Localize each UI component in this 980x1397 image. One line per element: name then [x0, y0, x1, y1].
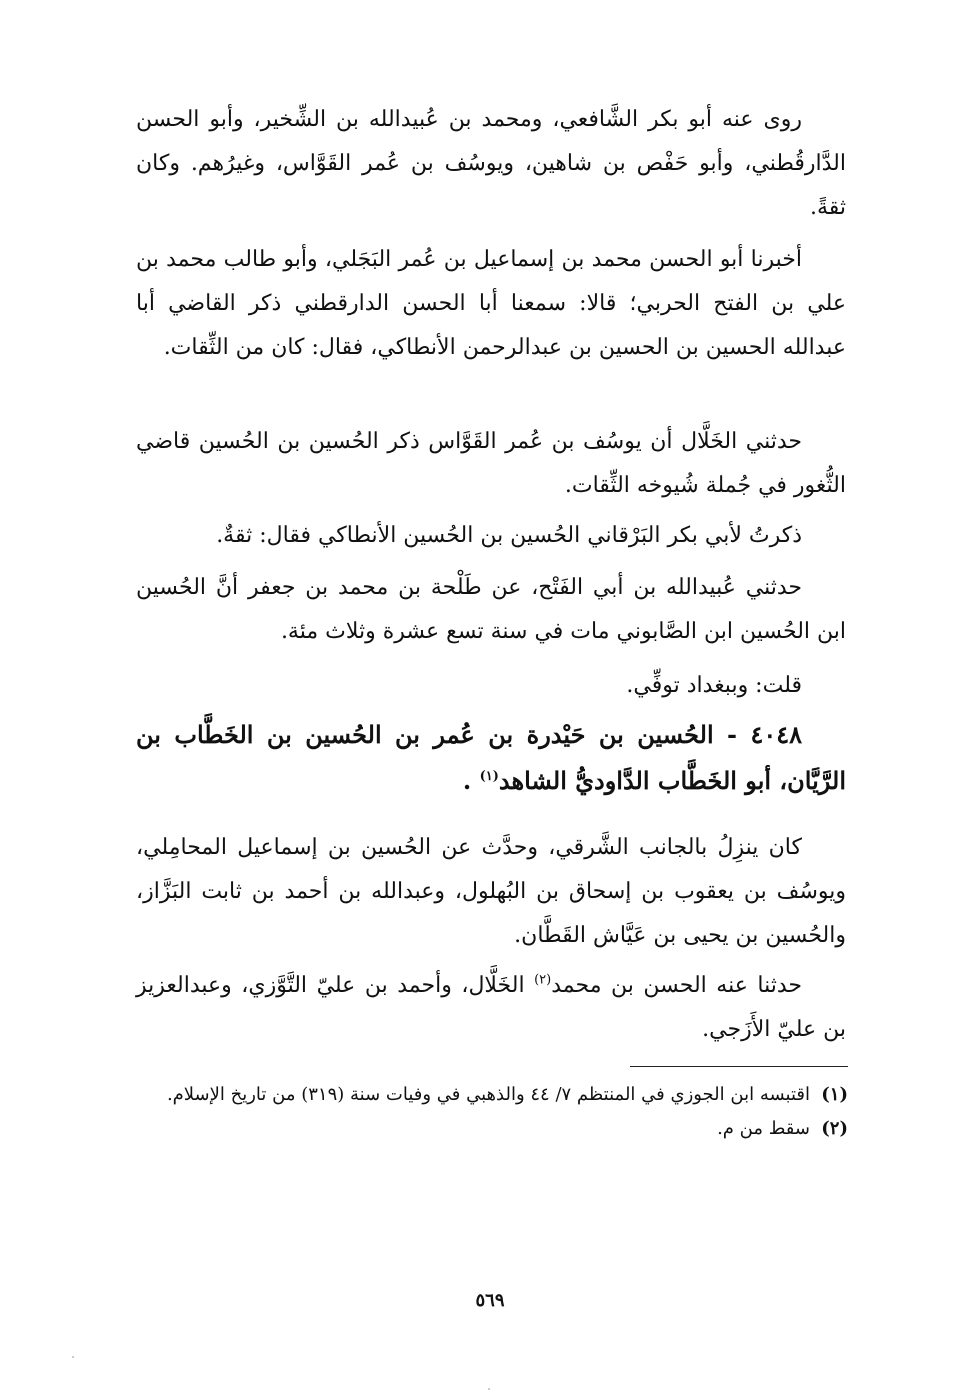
footnote-separator [630, 1066, 848, 1067]
paragraph-narrators [136, 98, 846, 230]
footnote-ref-2[interactable]: (٢) [534, 972, 552, 988]
paragraph-biography [136, 826, 846, 958]
paragraph-darqutni-report [136, 238, 846, 370]
entry-heading-text [136, 712, 846, 804]
paragraph-author-note [136, 664, 846, 708]
entry-tail: . [462, 766, 480, 795]
page-number: ٥٦٩ [475, 1290, 505, 1311]
entry-heading-4048 [136, 712, 846, 804]
paragraph-text-start: حدثنا عنه الحسن بن محمد [551, 973, 802, 998]
paragraph-text: ذكرتُ لأبي بكر البَرْقاني الحُسين بن الحُسين الأنطاكي فقال: ثقةٌ. [216, 523, 802, 548]
paragraph-khallal-report [136, 420, 846, 508]
paragraph-text: روى عنه أبو بكر الشَّافعي، ومحمد بن عُبيدالله بن الشِّخير، وأبو الحسن الدَّارقُطني، وأبو حَفْص بن شاهين، ويوسُف بن عُمر القَوَّاس، وغيرُهم. وكان ثقةً. [136, 107, 846, 220]
paragraph-barqani-report [136, 514, 846, 558]
footnote-number: (١) [821, 1084, 848, 1105]
paragraph-text: حدثني الخَلَّال أن يوسُف بن عُمر القَوَّاس ذكر الحُسين بن الحُسين قاضي الثُّغور في جُملة شُيوخه الثِّقات. [136, 429, 846, 498]
scan-speck [72, 1356, 74, 1358]
paragraph-text: أخبرنا أبو الحسن محمد بن إسماعيل بن عُمر البَجَلي، وأبو طالب محمد بن علي بن الفتح الحربي؛ قالا: سمعنا أبا الحسن الدارقطني ذكر القاضي أبا عبدالله الحسين بن الحسين بن عبدالرحمن الأنطاكي، فقال: كان من الثِّقات. [136, 247, 846, 360]
entry-title: ٤٠٤٨ - الحُسين بن حَيْدرة بن عُمر بن الحُسين بن الخَطَّاب بن الرَّيَّان، أبو الخَطَّاب الدَّاوديُّ الشاهد [136, 720, 846, 795]
footnote-1 [136, 1078, 848, 1112]
footnote-text: اقتبسه ابن الجوزي في المنتظم ٧/ ٤٤ والذهبي في وفيات سنة (٣١٩) من تاريخ الإسلام. [166, 1084, 810, 1105]
paragraph-students [136, 964, 846, 1052]
footnotes-section [136, 1078, 848, 1146]
paragraph-text: قلت: وببغداد توفِّي. [626, 673, 802, 698]
paragraph-text [136, 964, 846, 1052]
paragraph-text-end: الخَلَّال، وأحمد بن عليّ التَّوَّزي، وعبدالعزيز بن عليّ الأَزَجي. [136, 973, 846, 1042]
footnote-text: سقط من م. [717, 1118, 810, 1139]
footnote-ref-1[interactable]: (١) [479, 769, 499, 784]
footnote-2 [136, 1112, 848, 1146]
footnote-number: (٢) [821, 1118, 848, 1139]
paragraph-text: كان ينزِلُ بالجانب الشَّرقي، وحدَّث عن الحُسين بن إسماعيل المحامِلي، ويوسُف بن يعقوب بن إسحاق بن البُهلول، وعبدالله بن أحمد بن ثابت البَزَّاز، والحُسين بن يحيى بن عَيَّاش القَطَّان. [136, 835, 846, 948]
paragraph-death-report [136, 566, 846, 654]
scan-speck [488, 1388, 490, 1390]
paragraph-text: حدثني عُبيدالله بن أبي الفَتْح، عن طَلْحة بن محمد بن جعفر أنَّ الحُسين ابن الحُسين ابن الصَّابوني مات في سنة تسع عشرة وثلاث مئة. [136, 575, 846, 644]
